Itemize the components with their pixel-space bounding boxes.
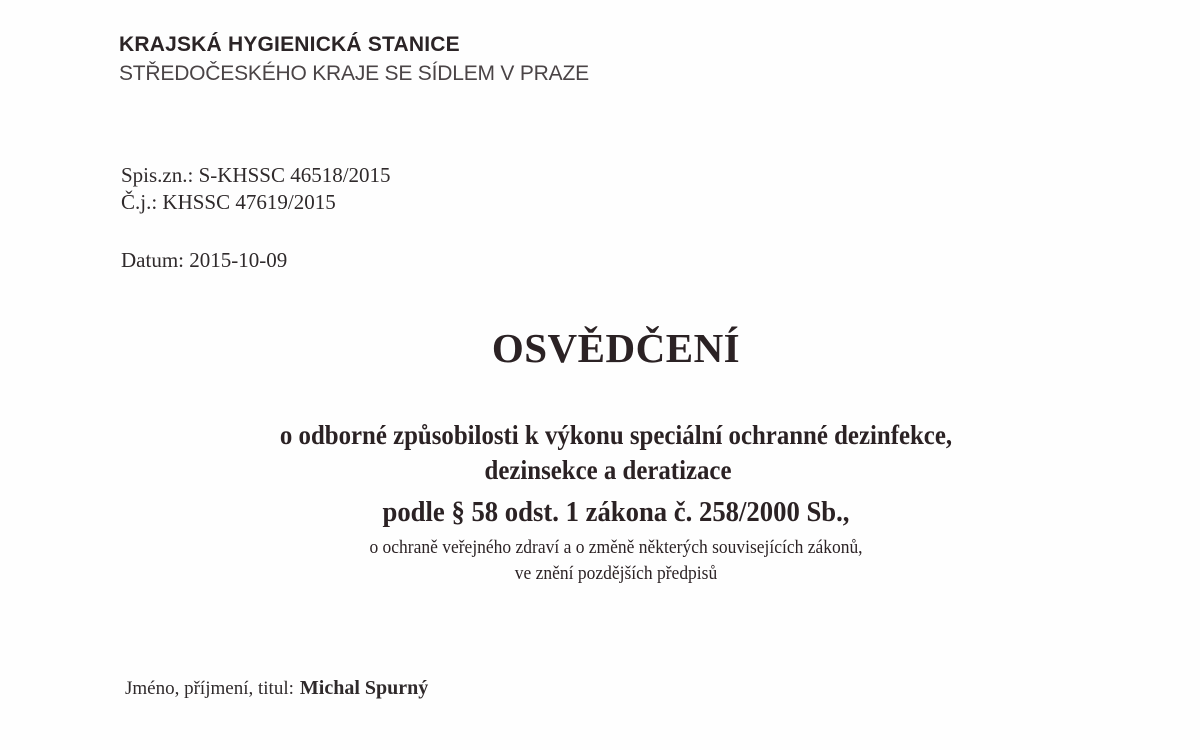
- holder-label: Jméno, příjmení, titul:: [125, 678, 294, 699]
- document-title: OSVĚDČENÍ: [491, 325, 741, 371]
- issuer-subtitle: STŘEDOČESKÉHO KRAJE SE SÍDLEM V PRAZE: [119, 62, 589, 85]
- holder-row: [125, 677, 428, 700]
- holder-name: Michal Spurný: [299, 677, 429, 699]
- law-amendment-line: ve znění pozdějších předpisů: [514, 563, 718, 584]
- legal-basis-line: podle § 58 odst. 1 zákona č. 258/2000 Sb.,: [382, 496, 850, 528]
- issuer-name: KRAJSKÁ HYGIENICKÁ STANICE: [119, 33, 460, 56]
- subtitle-line-2: dezinsekce a deratizace: [484, 455, 732, 485]
- reference-number: Č.j.: KHSSC 47619/2015: [121, 190, 336, 214]
- file-reference: Spis.zn.: S-KHSSC 46518/2015: [121, 163, 391, 187]
- law-description-line: o ochraně veřejného zdraví a o změně některých souvisejících zákonů,: [369, 537, 863, 558]
- document-date: Datum: 2015-10-09: [121, 248, 288, 272]
- subtitle-line-1: o odborné způsobilosti k výkonu speciální ochranné dezinfekce,: [279, 420, 953, 450]
